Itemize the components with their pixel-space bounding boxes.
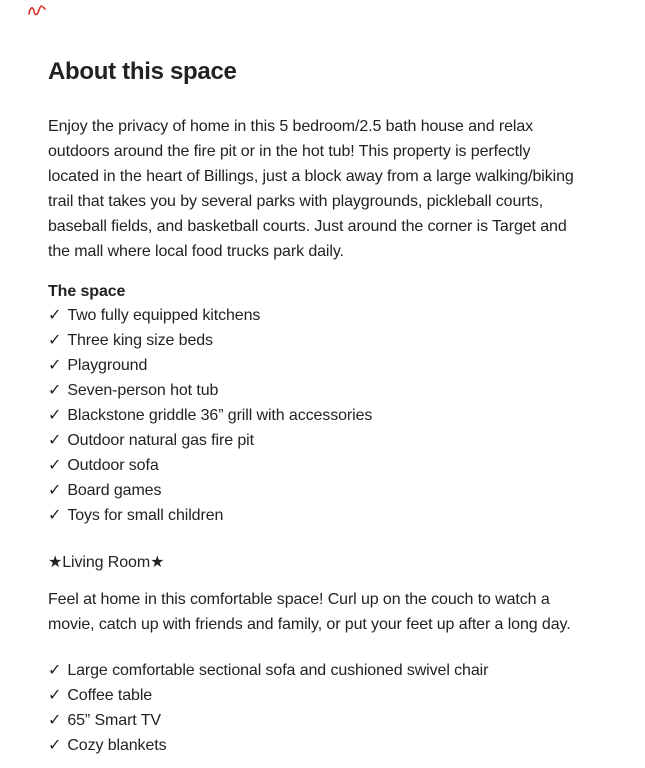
item-label: Cozy blankets [67,737,167,754]
check-icon: ✓ [48,457,62,474]
list-item [48,708,620,733]
check-icon: ✓ [48,332,62,349]
page-title: About this space [48,58,237,85]
list-item [48,303,620,328]
paragraph-line: outdoors around the fire pit or in the hot tub! This property is perfectly [48,143,531,160]
item-label: Toys for small children [67,507,224,524]
paragraph-line: baseball fields, and basketball courts. Just around the corner is Target and [48,218,567,235]
check-icon: ✓ [48,737,62,754]
paragraph-line: the mall where local food trucks park daily. [48,243,344,260]
item-label: Large comfortable sectional sofa and cushioned swivel chair [67,662,489,679]
check-icon: ✓ [48,432,62,449]
list-item [48,503,620,528]
check-icon: ✓ [48,307,62,324]
check-icon: ✓ [48,687,62,704]
list-item [48,428,620,453]
paragraph-line: movie, catch up with friends and family, or put your feet up after a long day. [48,616,571,633]
item-label: Outdoor natural gas fire pit [67,432,254,449]
the-space-amenity-list [48,303,620,528]
list-item [48,478,620,503]
item-label: 65” Smart TV [67,712,161,729]
list-item [48,683,620,708]
list-item [48,378,620,403]
item-label: Three king size beds [67,332,213,349]
paragraph-line: Feel at home in this comfortable space! Curl up on the couch to watch a [48,591,550,608]
living-room-heading: ★Living Room★ [48,554,165,571]
living-room-amenity-list [48,658,620,758]
list-item [48,658,620,683]
list-item [48,453,620,478]
check-icon: ✓ [48,382,62,399]
red-scribble-annotation-icon [27,3,47,18]
item-label: Playground [67,357,148,374]
list-item [48,403,620,428]
item-label: Seven-person hot tub [67,382,219,399]
check-icon: ✓ [48,357,62,374]
list-item [48,733,620,758]
item-label: Board games [67,482,162,499]
paragraph-line: trail that takes you by several parks with playgrounds, pickleball courts, [48,193,544,210]
check-icon: ✓ [48,507,62,524]
paragraph-line: Enjoy the privacy of home in this 5 bedroom/2.5 bath house and relax [48,118,534,135]
check-icon: ✓ [48,407,62,424]
list-item [48,353,620,378]
item-label: Blackstone griddle 36” grill with accessories [67,407,373,424]
item-label: Two fully equipped kitchens [67,307,261,324]
list-item [48,328,620,353]
the-space-heading: The space [48,283,126,300]
paragraph-line: located in the heart of Billings, just a block away from a large walking/biking [48,168,574,185]
living-room-paragraph [48,587,620,637]
item-label: Coffee table [67,687,153,704]
item-label: Outdoor sofa [67,457,159,474]
check-icon: ✓ [48,712,62,729]
check-icon: ✓ [48,482,62,499]
check-icon: ✓ [48,662,62,679]
description-paragraph [48,114,620,264]
